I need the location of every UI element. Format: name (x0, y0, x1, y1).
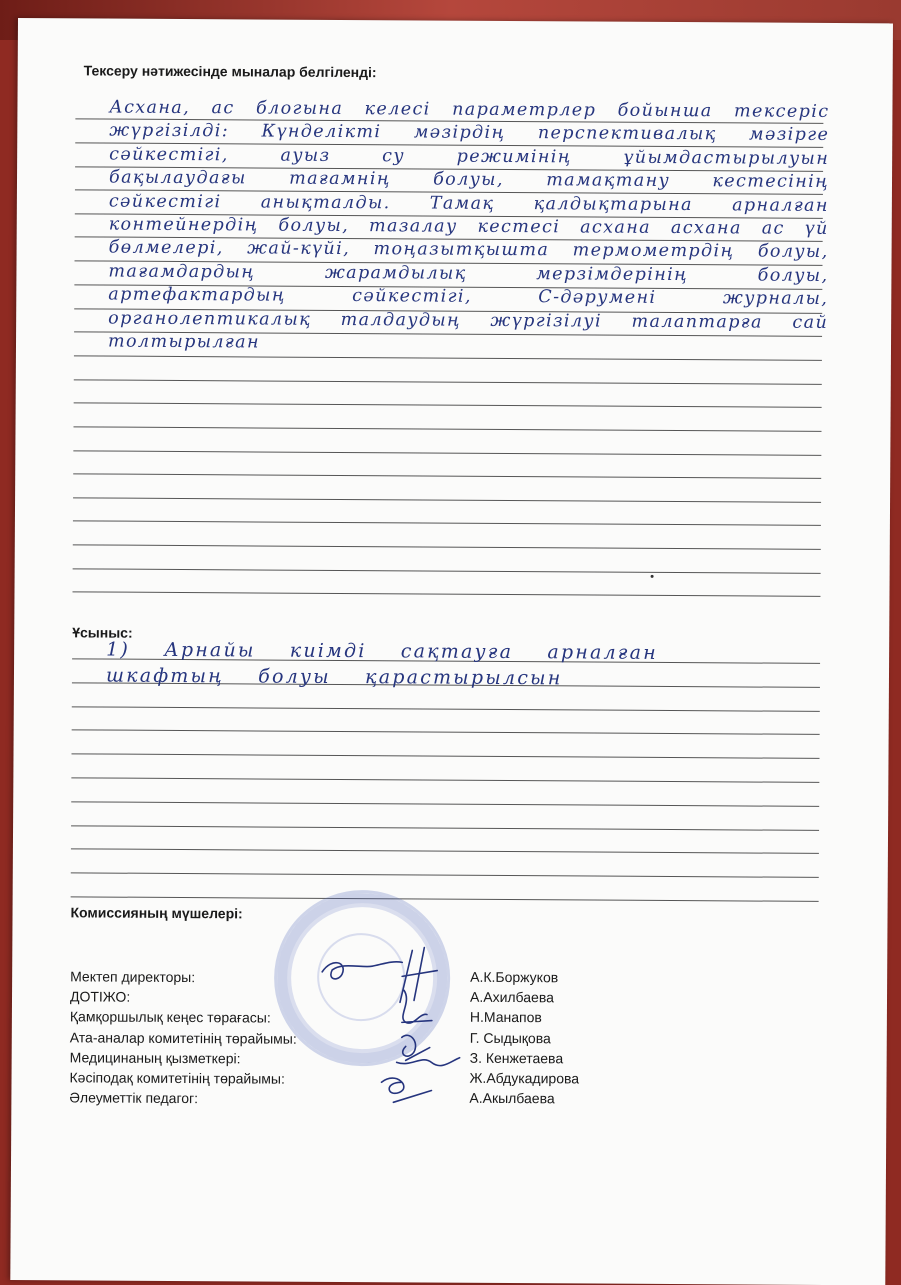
findings-handwritten-text: Асхана, ас блогына келесі параметрлер бойынша тексеріс жүргізілді: Күнделікті мәзірдің перспективалық мәзірге сәйкестігі, ауыз су режимінің ұйымдастырылуын бақылаудағы тағамнің болуы, тамақтану кестесінің сәйкестігі анықталды. Тамақ қалдықтарына арналған контейнердің болуы, тазалау кестесі асхана асхана ас үй бөлмелері, жай-күйі, тоңазытқышта термометрдің болуы, тағамдардың жарамдылық мерзімдерінің болуы, артефактардың сәйкестігі, С-дәрумені журналы, органолептикалық талдаудың жүргізілуі талаптарға сай толтырылған (107, 97, 830, 353)
member-name: Н.Манапов (469, 1009, 542, 1026)
member-role: Мектеп директоры: (70, 968, 196, 986)
ink-dot (651, 575, 654, 578)
member-role: Ата-аналар комитетінің төрайымы: (69, 1028, 297, 1047)
member-role: Кәсіподақ комитетінің төрайымы: (69, 1069, 285, 1087)
commission-heading: Комиссияның мүшелері: (70, 904, 243, 922)
members-names (469, 967, 579, 1109)
member-name: Г. Сыдықова (469, 1029, 551, 1046)
member-role: Әлеуметтік педагог: (69, 1089, 199, 1107)
signatures-icon (301, 942, 462, 1113)
members-roles (69, 966, 297, 1109)
proposal-heading: Ұсыныс: (72, 624, 133, 641)
member-name: Ж.Абдукадирова (469, 1069, 580, 1087)
member-name: А.К.Боржуков (470, 968, 559, 986)
member-name: А.Акылбаева (469, 1089, 555, 1107)
proposal-handwritten-text: 1) Арнайы киімді сақтауға арналған шкафтың болуы қарастырылсын (105, 638, 658, 690)
member-name: З. Кенжетаева (469, 1049, 564, 1067)
member-name: А.Ахилбаева (469, 988, 554, 1006)
member-role: Медицинаның қызметкері: (69, 1049, 241, 1067)
findings-heading: Тексеру нәтижесінде мыналар белгіленді: (83, 62, 377, 81)
member-role: ДОТІЖО: (69, 988, 131, 1005)
member-role: Қамқоршылық кеңес төрағасы: (69, 1008, 271, 1026)
document-page (10, 18, 893, 1285)
